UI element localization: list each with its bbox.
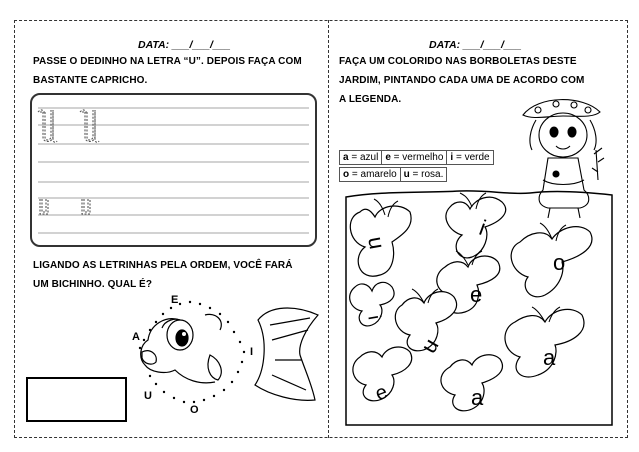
right-instruction-line3: A LEGENDA. bbox=[339, 94, 402, 105]
butterfly-letter-u1: u bbox=[363, 234, 390, 252]
dot-letter-e: E bbox=[171, 294, 179, 306]
legend-item-e: e = vermelho bbox=[381, 150, 447, 165]
traced-cursive-u bbox=[38, 110, 99, 142]
dot-letter-u: U bbox=[144, 390, 152, 402]
dot-letter-i: I bbox=[250, 346, 254, 358]
left-instruction-line1: PASSE O DEDINHO NA LETRA “U”. DEPOIS FAÇA COM bbox=[33, 56, 302, 67]
butterfly-letter-a2: a bbox=[471, 385, 484, 410]
butterfly-letter-i1: i bbox=[476, 214, 490, 241]
butterfly-letter-e2: e bbox=[372, 380, 391, 406]
butterfly-letter-a1: a bbox=[543, 345, 556, 370]
left-second-instruction bbox=[33, 256, 319, 294]
legend-item-i: i = verde bbox=[446, 150, 493, 165]
handwriting-box bbox=[30, 93, 317, 247]
legend-item-a: a = azul bbox=[339, 150, 382, 165]
right-instruction-line1: FAÇA UM COLORIDO NAS BORBOLETAS DESTE bbox=[339, 56, 577, 67]
dot-letter-a: A bbox=[132, 331, 140, 343]
traced-print-u bbox=[40, 199, 90, 214]
answer-box[interactable] bbox=[26, 377, 127, 422]
legend-item-u: u = rosa. bbox=[400, 167, 448, 182]
butterfly-letter-e1: e bbox=[470, 282, 483, 307]
color-legend bbox=[339, 150, 493, 184]
left-second-instruction-line2: UM BICHINHO. QUAL É? bbox=[33, 279, 153, 290]
butterfly-letter-i2: i bbox=[364, 313, 385, 322]
left-second-instruction-line1: LIGANDO AS LETRINHAS PELA ORDEM, VOCÊ FARÁ bbox=[33, 260, 293, 271]
dot-letter-o: O bbox=[190, 404, 199, 416]
handwriting-lines bbox=[32, 95, 315, 245]
left-instruction-line2: BASTANTE CAPRICHO. bbox=[33, 75, 148, 86]
right-date-label: DATA: ___/___/___ bbox=[429, 39, 522, 51]
butterfly-letter-o: o bbox=[553, 250, 566, 275]
legend-item-o: o = amarelo bbox=[339, 167, 401, 182]
butterfly-letter-u2: u bbox=[415, 334, 444, 358]
left-date-label: DATA: ___/___/___ bbox=[138, 39, 231, 51]
dot-path bbox=[139, 301, 245, 403]
page-divider bbox=[328, 20, 329, 438]
right-instruction-line2: JARDIM, PINTANDO CADA UMA DE ACORDO COM bbox=[339, 75, 585, 86]
left-instruction bbox=[33, 52, 319, 90]
